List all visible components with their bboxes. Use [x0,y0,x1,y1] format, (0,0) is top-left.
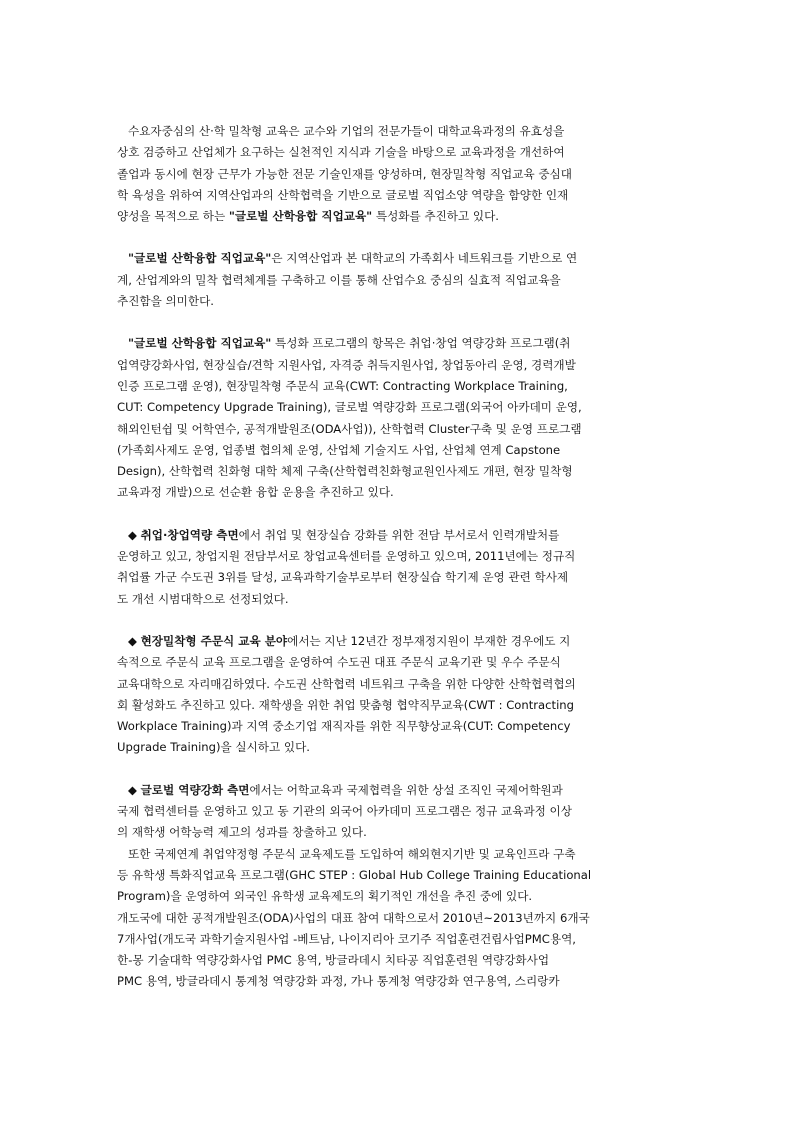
bullet-diamond-icon: ◆ [128,782,137,797]
text-line: 운영하고 있고, 창업지원 전담부서로 창업교육센터를 운영하고 있으며, 2011년에는 정규직 [117,549,576,564]
text-line: 등 유학생 특화직업교육 프로그램(GHC STEP : Global Hub College Training Educational [117,867,592,882]
text-line: 국제 협력센터를 운영하고 있고 동 기관의 외국어 아카데미 프로그램은 정규 교육과정 이상 [117,804,572,819]
highlight-title: "글로벌 산학융합 직업교육" [228,209,373,224]
text-line: (가족회사제도 운영, 업종별 협의체 운영, 산업체 기술지도 사업, 산업체 연계 Capstone [117,442,561,457]
paragraph-employment [117,525,680,610]
paragraph-programs [117,333,680,503]
text-line: 학 육성을 위하여 지역산업과의 산학협력을 기반으로 글로벌 직업소양 역량을 함양한 인재 [117,187,569,202]
text-line [117,248,680,269]
text-run: 양성을 목적으로 하는 [117,209,229,224]
text-line: Design), 산학협력 친화형 대학 체제 구축(산학협력친화형교원인사제도 개편, 현장 밀착형 [117,464,573,479]
highlight-title: "글로벌 산학융합 직업교육" [128,336,272,351]
text-run: 에서는 어학교육과 국제협력을 위한 상설 조직인 국제어학원과 [249,782,563,797]
paragraph-intro [117,121,680,227]
paragraph-global [117,780,680,993]
text-line: 상호 검증하고 산업체가 요구하는 실천적인 지식과 기술을 바탕으로 교육과정을 개선하여 [117,145,565,160]
text-line: 해외인턴쉽 및 어학연수, 공적개발원조(ODA사업)), 산학협력 Cluster구축 및 운영 프로그램 [117,421,582,436]
text-line [117,780,680,801]
text-line: 회 활성화도 추진하고 있다. 재학생을 위한 취업 맞춤형 협약직무교육(CWT : Contracting [117,697,575,712]
text-run: 특성화 프로그램의 항목은 취업·창업 역량강화 프로그램(취 [271,336,571,351]
highlight-title: "글로벌 산학융합 직업교육" [128,251,272,266]
text-line: 수요자중심의 산·학 밀착형 교육은 교수와 기업의 전문가들이 대학교육과정의 유효성을 [128,124,565,138]
text-run: 은 지역산업과 본 대학교의 가족회사 네트워크를 기반으로 연 [271,251,578,266]
text-line: 속적으로 주문식 교육 프로그램을 운영하여 수도권 대표 주문식 교육기관 및 우수 주문식 [117,655,561,670]
paragraph-definition [117,248,680,312]
text-line: 취업률 가군 수도권 3위를 달성, 교육과학기술부로부터 현장실습 학기제 운영 관련 학사제 [117,570,569,585]
text-line [117,206,680,227]
section-heading: 취업·창업역량 측면 [140,527,239,542]
text-line [117,525,680,546]
text-line: PMC 용역, 방글라데시 통계청 역량강화 과정, 가나 통계청 역량강화 연구용역, 스리랑카 [117,974,560,989]
text-line: CUT: Competency Upgrade Training), 글로벌 역량강화 프로그램(외국어 아카데미 운영, [117,400,582,415]
text-line: Workplace Training)과 지역 중소기업 재직자를 위한 직무향상교육(CUT: Competency [117,719,571,734]
text-line: 7개사업(개도국 과학기술지원사업 -베트남, 나이지리아 코기주 직업훈련건립사업PMC용역, [117,931,576,946]
bullet-diamond-icon: ◆ [128,633,137,648]
text-line [117,631,680,652]
text-run: 에서는 지난 12년간 정부재정지원이 부재한 경우에도 지 [287,633,571,648]
text-line [117,333,680,354]
text-line: 또한 국제연계 취업약정형 주문식 교육제도를 도입하여 해외현지기반 및 교육인프라 구축 [128,846,576,861]
text-line: 추진함을 의미한다. [117,294,214,309]
text-run: 특성화를 추진하고 있다. [372,209,499,224]
text-line: 업역량강화사업, 현장실습/견학 지원사업, 자격증 취득지원사업, 창업동아리 운영, 경력개발 [117,357,576,372]
text-line: Upgrade Training)을 실시하고 있다. [117,740,310,755]
text-line: 교육과정 개발)으로 선순환 융합 운용을 추진하고 있다. [117,485,394,500]
text-line: 졸업과 동시에 현장 근무가 가능한 전문 기술인재를 양성하며, 현장밀착형 직업교육 중심대 [117,166,572,181]
section-heading: 현장밀착형 주문식 교육 분야 [140,633,288,648]
text-line: 인증 프로그램 운영), 현장밀착형 주문식 교육(CWT: Contracting Workplace Training, [117,378,568,393]
text-line: 교육대학으로 자리매김하였다. 수도권 산학협력 네트워크 구축을 위한 다양한 산학협력협의 [117,676,576,691]
text-line: 의 재학생 어학능력 제고의 성과를 창출하고 있다. [117,825,367,840]
paragraph-custom-education [117,631,680,759]
text-run: 에서 취업 및 현장실습 강화를 위한 전담 부서로서 인력개발처를 [238,527,560,542]
bullet-diamond-icon: ◆ [128,527,137,542]
text-line: 계, 산업계와의 밀착 협력체계를 구축하고 이를 통해 산업수요 중심의 실효적 직업교육을 [117,272,561,287]
section-heading: 글로벌 역량강화 측면 [140,782,250,797]
text-line: 개도국에 대한 공적개발원조(ODA)사업의 대표 참여 대학으로서 2010년~2013년까지 6개국 [117,910,590,925]
document-body [117,121,680,993]
text-line: Program)을 운영하여 외국인 유학생 교육제도의 획기적인 개선을 추진 중에 있다. [117,889,533,904]
text-line: 도 개선 시범대학으로 선정되었다. [117,591,289,606]
text-line: 한-몽 기술대학 역량강화사업 PMC 용역, 방글라데시 치타공 직업훈련원 역량강화사업 [117,953,550,968]
